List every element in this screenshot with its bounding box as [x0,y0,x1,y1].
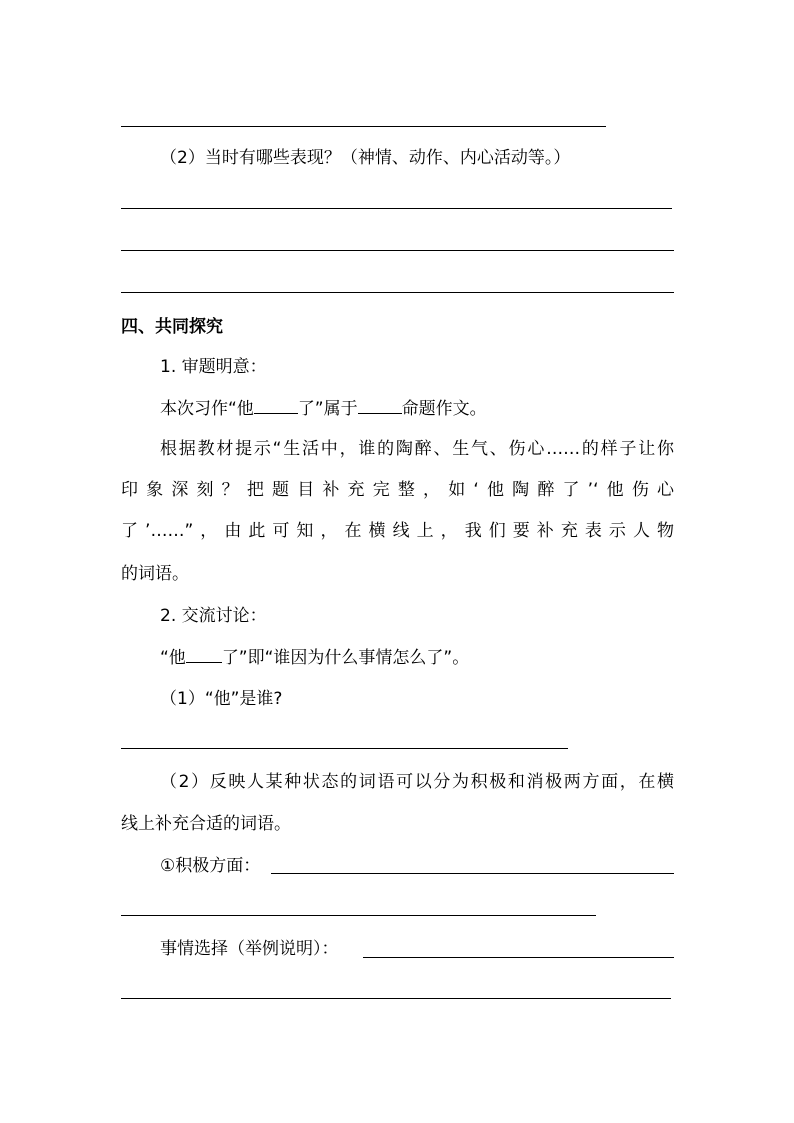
answer-line[interactable] [121,998,671,999]
answer-line[interactable] [271,873,674,874]
fill-blank[interactable] [186,645,222,663]
question-q3-2: （2）当时有哪些表现？（神情、动作、内心活动等。） [160,148,571,168]
text-segment: 了”即“谁因为什么事情怎么了”。 [221,648,470,668]
text-segment: 了”属于 [297,399,358,419]
event-label: 事情选择（举例说明）： [160,939,339,959]
step1-title: 1. 审题明意： [160,357,267,377]
step2-fill-line [160,645,469,670]
positive-label: ①积极方面： [160,856,261,876]
text-segment: “他 [160,648,186,668]
answer-line[interactable] [121,208,672,209]
step1-paragraph-line: 的词语。 [121,564,189,584]
answer-line[interactable] [121,292,674,293]
answer-line[interactable] [121,126,606,127]
step2-title: 2. 交流讨论： [160,606,267,626]
text-segment: 命题作文。 [401,399,487,419]
answer-line[interactable] [121,250,674,251]
step2-question-2-line: 线上补充合适的词语。 [121,814,291,834]
step2-question-1: （1）“他”是谁? [160,689,283,709]
step1-paragraph-line: 印象深刻？把题目补充完整，如‘他陶醉了’‘他伤心 [121,480,674,500]
step2-question-2-line: （2）反映人某种状态的词语可以分为积极和消极两方面，在横 [160,772,674,792]
step1-paragraph-line: 根据教材提示“生活中，谁的陶醉、生气、伤心……的样子让你 [160,439,674,459]
text-segment: 本次习作“他 [160,399,254,419]
answer-line[interactable] [121,915,596,916]
section-title: 四、共同探究 [121,317,223,337]
step1-fill-line [160,396,487,421]
fill-blank[interactable] [358,396,402,414]
answer-line[interactable] [363,957,674,958]
step1-paragraph-line: 了’……”，由此可知，在横线上，我们要补充表示人物 [121,521,674,541]
fill-blank[interactable] [254,396,298,414]
answer-line[interactable] [121,748,568,749]
